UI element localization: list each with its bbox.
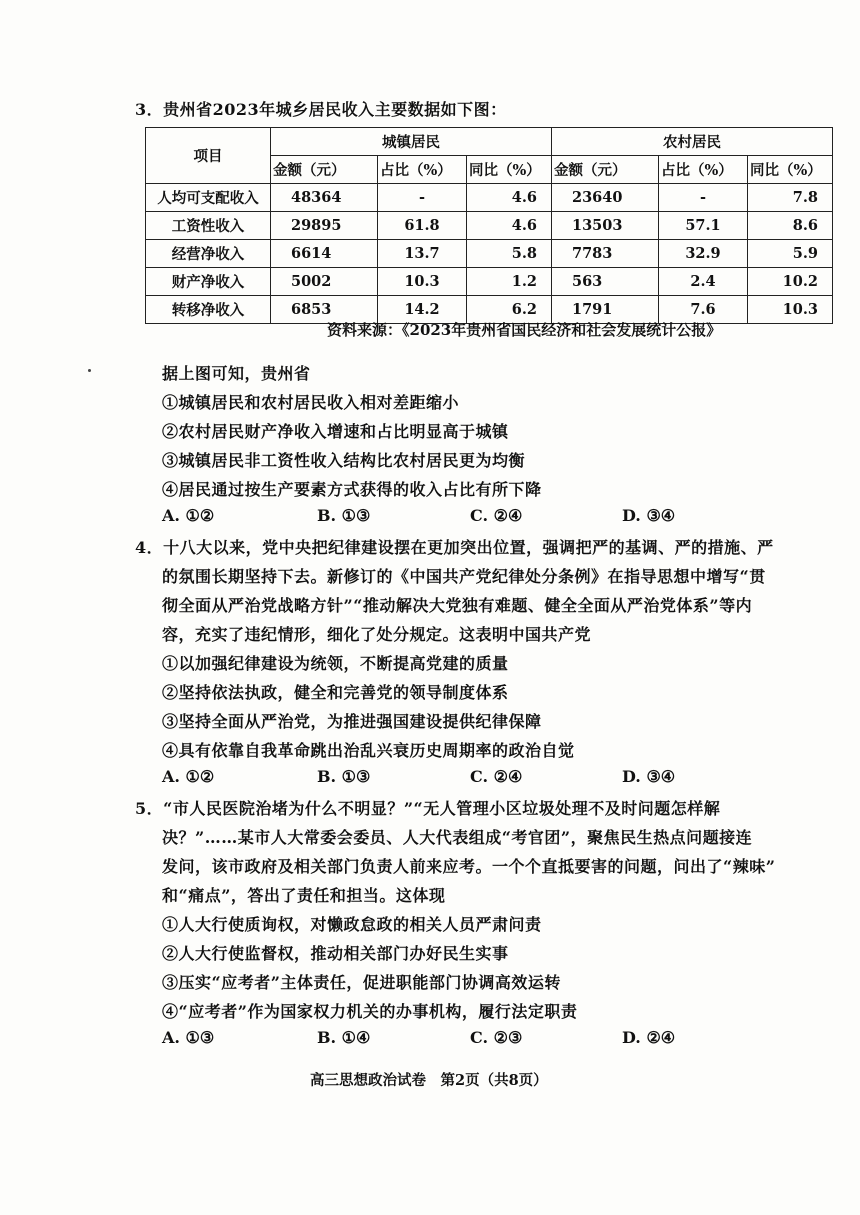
- urban-share: 14.2: [378, 296, 467, 324]
- rural-share: 32.9: [659, 240, 748, 268]
- rural-share-header: 占比（%）: [659, 156, 748, 184]
- urban-yoy: 1.2: [467, 268, 552, 296]
- urban-yoy: 6.2: [467, 296, 552, 324]
- q3-statement-4: ④居民通过按生产要素方式获得的收入占比有所下降: [162, 480, 542, 499]
- rural-amount: 1791: [552, 296, 659, 324]
- rural-amount: 23640: [552, 184, 659, 212]
- table-source-note: 资料来源：《2023年贵州省国民经济和社会发展统计公报》: [327, 321, 722, 339]
- rural-yoy: 7.8: [748, 184, 833, 212]
- urban-share: 13.7: [378, 240, 467, 268]
- table-row: [146, 240, 833, 268]
- urban-amount: 29895: [271, 212, 378, 240]
- row-item: 转移净收入: [146, 296, 271, 324]
- rural-share: 7.6: [659, 296, 748, 324]
- q4-option-a: A. ①②: [162, 767, 215, 786]
- q4-stem-line-4: 容，充实了违纪情形，细化了处分规定。这表明中国共产党: [162, 625, 592, 644]
- q4-option-b: B. ①③: [317, 767, 371, 786]
- income-table: [145, 127, 833, 324]
- urban-share-header: 占比（%）: [378, 156, 467, 184]
- urban-amount: 6614: [271, 240, 378, 268]
- q5-statement-1: ①人大行使质询权，对懒政怠政的相关人员严肃问责: [162, 915, 542, 934]
- table-header-row-1: [146, 128, 833, 156]
- q3-option-b: B. ①③: [317, 506, 371, 525]
- urban-amount: 48364: [271, 184, 378, 212]
- rural-amount-header: 金额（元）: [552, 156, 659, 184]
- q4-stem-line-3: 彻全面从严治党战略方针”“推动解决大党独有难题、健全全面从严治党体系”等内: [162, 596, 753, 615]
- urban-share: 61.8: [378, 212, 467, 240]
- q3-option-c: C. ②④: [470, 506, 523, 525]
- item-header: 项目: [146, 128, 271, 184]
- urban-group-header: 城镇居民: [271, 128, 552, 156]
- table-row: [146, 212, 833, 240]
- row-item: 工资性收入: [146, 212, 271, 240]
- q4-stem-line-1: 4．十八大以来，党中央把纪律建设摆在更加突出位置，强调把严的基调、严的措施、严: [135, 538, 774, 557]
- q4-option-d: D. ③④: [622, 767, 676, 786]
- rural-share: 57.1: [659, 212, 748, 240]
- q5-stem-line-4: 和“痛点”，答出了责任和担当。这体现: [162, 886, 446, 905]
- q3-statement-1: ①城镇居民和农村居民收入相对差距缩小: [162, 393, 460, 412]
- urban-amount-header: 金额（元）: [271, 156, 378, 184]
- row-item: 人均可支配收入: [146, 184, 271, 212]
- row-item: 经营净收入: [146, 240, 271, 268]
- q5-statement-2: ②人大行使监督权，推动相关部门办好民生实事: [162, 944, 509, 963]
- urban-yoy: 5.8: [467, 240, 552, 268]
- q4-stem-line-2: 的氛围长期坚持下去。新修订的《中国共产党纪律处分条例》在指导思想中增写“贯: [162, 567, 766, 586]
- urban-amount: 5002: [271, 268, 378, 296]
- q3-statement-2: ②农村居民财产净收入增速和占比明显高于城镇: [162, 422, 509, 441]
- q4-statement-2: ②坚持依法执政，健全和完善党的领导制度体系: [162, 683, 509, 702]
- q3-lead: 据上图可知，贵州省: [162, 364, 311, 383]
- row-item: 财产净收入: [146, 268, 271, 296]
- rural-yoy-header: 同比（%）: [748, 156, 833, 184]
- table-row: [146, 184, 833, 212]
- rural-yoy: 10.3: [748, 296, 833, 324]
- rural-yoy: 5.9: [748, 240, 833, 268]
- q3-stem: 3．贵州省2023年城乡居民收入主要数据如下图：: [135, 100, 507, 119]
- rural-amount: 13503: [552, 212, 659, 240]
- rural-group-header: 农村居民: [552, 128, 833, 156]
- q4-statement-1: ①以加强纪律建设为统领，不断提高党建的质量: [162, 654, 509, 673]
- rural-yoy: 10.2: [748, 268, 833, 296]
- rural-amount: 7783: [552, 240, 659, 268]
- table-row: [146, 268, 833, 296]
- urban-yoy: 4.6: [467, 184, 552, 212]
- q4-statement-4: ④具有依靠自我革命跳出治乱兴衰历史周期率的政治自觉: [162, 741, 575, 760]
- urban-yoy-header: 同比（%）: [467, 156, 552, 184]
- q3-option-d: D. ③④: [622, 506, 676, 525]
- q4-statement-3: ③坚持全面从严治党，为推进强国建设提供纪律保障: [162, 712, 542, 731]
- q5-option-b: B. ①④: [317, 1028, 371, 1047]
- urban-amount: 6853: [271, 296, 378, 324]
- q5-option-d: D. ②④: [622, 1028, 676, 1047]
- urban-share: -: [378, 184, 467, 212]
- rural-yoy: 8.6: [748, 212, 833, 240]
- q5-stem-line-3: 发问，该市政府及相关部门负责人前来应考。一个个直抵要害的问题，问出了“辣味”: [162, 857, 776, 876]
- q5-stem-line-2: 决？”……某市人大常委会委员、人大代表组成“考官团”，聚焦民生热点问题接连: [162, 828, 753, 847]
- rural-share: 2.4: [659, 268, 748, 296]
- q5-stem-line-1: 5．“市人民医院治堵为什么不明显？”“无人管理小区垃圾处理不及时问题怎样解: [135, 799, 721, 818]
- q5-statement-3: ③压实“应考者”主体责任，促进职能部门协调高效运转: [162, 973, 561, 992]
- page-footer: 高三思想政治试卷 第2页（共8页）: [310, 1072, 548, 1089]
- q3-option-a: A. ①②: [162, 506, 215, 525]
- rural-amount: 563: [552, 268, 659, 296]
- scan-speck: [88, 369, 91, 372]
- q5-option-c: C. ②③: [470, 1028, 523, 1047]
- q4-option-c: C. ②④: [470, 767, 523, 786]
- rural-share: -: [659, 184, 748, 212]
- q5-option-a: A. ①③: [162, 1028, 215, 1047]
- q3-statement-3: ③城镇居民非工资性收入结构比农村居民更为均衡: [162, 451, 526, 470]
- urban-share: 10.3: [378, 268, 467, 296]
- q5-statement-4: ④“应考者”作为国家权力机关的办事机构，履行法定职责: [162, 1002, 578, 1021]
- urban-yoy: 4.6: [467, 212, 552, 240]
